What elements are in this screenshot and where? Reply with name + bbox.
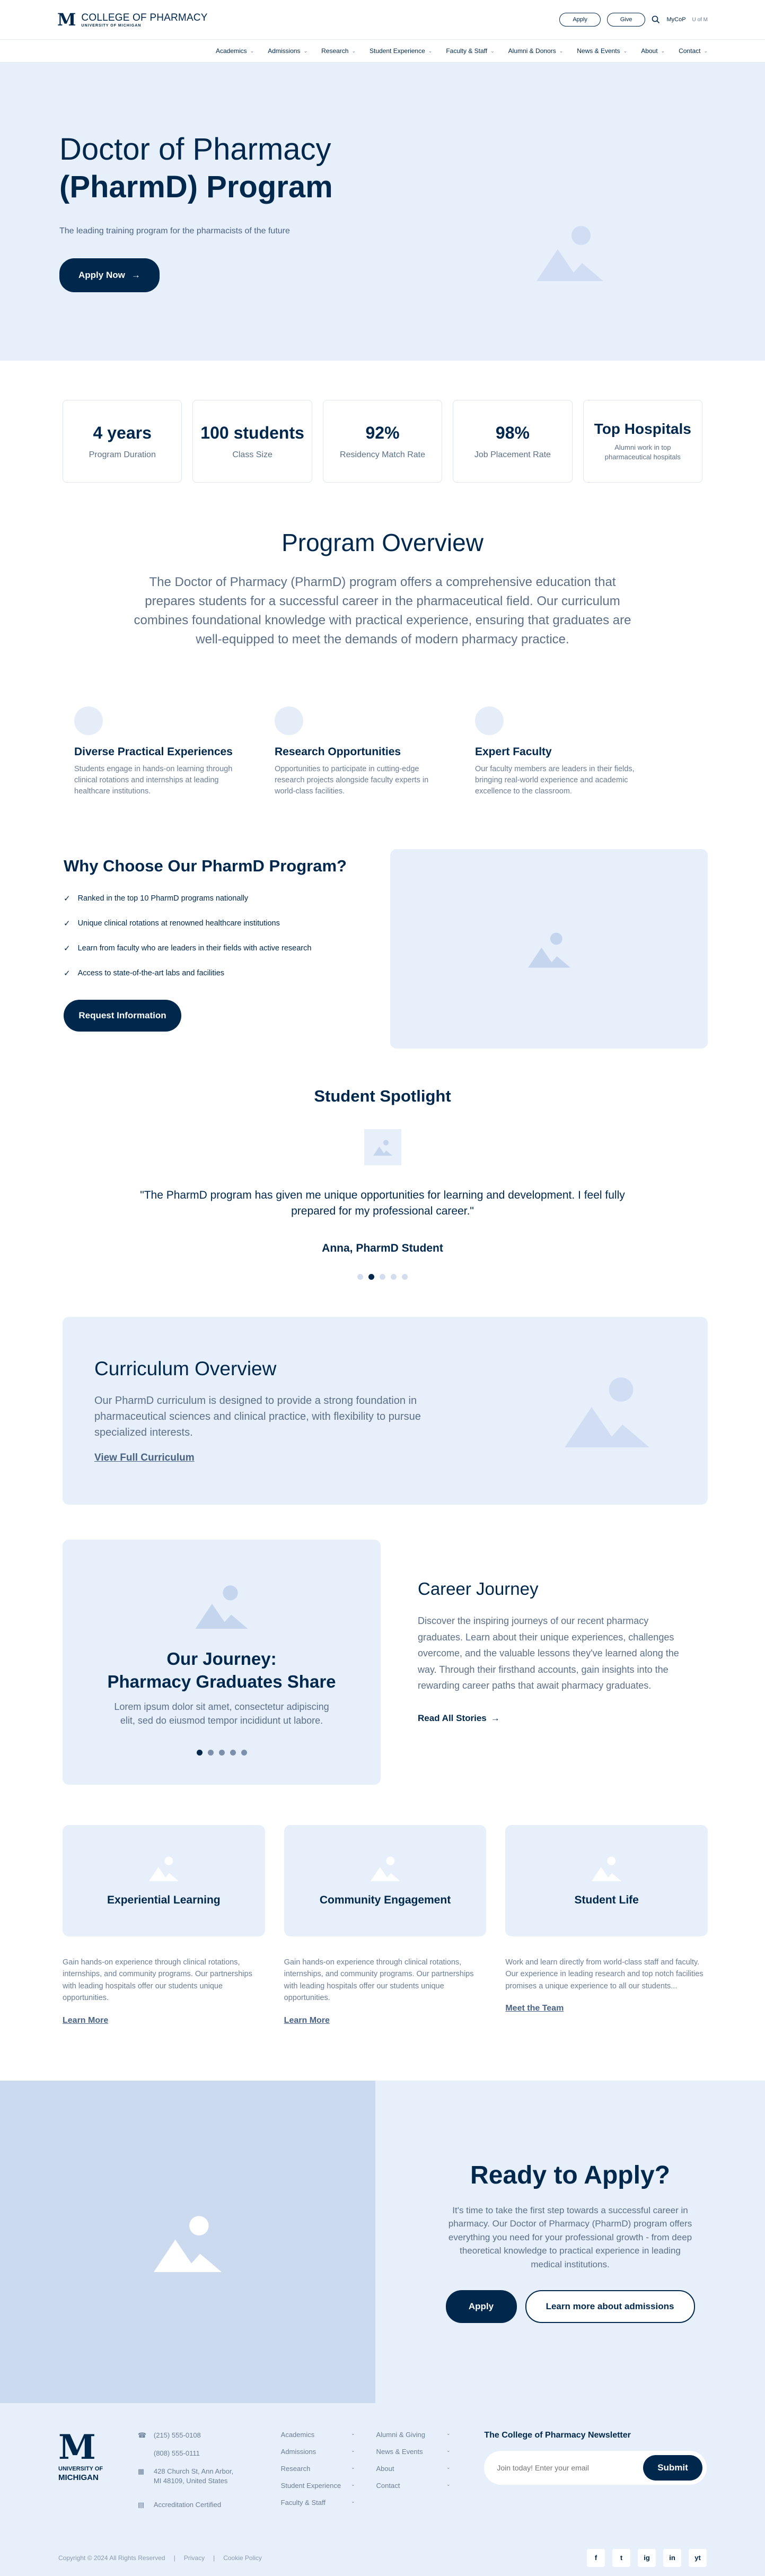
footer-link[interactable] [281, 2465, 355, 2473]
nav-label: Academics [215, 47, 247, 55]
list-item [64, 894, 390, 903]
address-line1: 428 Church St, Ann Arbor, [153, 2467, 234, 2476]
nav-research[interactable] [321, 47, 356, 55]
footer-link-label: Contact [376, 2481, 400, 2490]
search-icon[interactable] [652, 15, 660, 24]
card-text: Gain hands-on experience through clinical rotations, internships, and community programs. Our partnerships with leading hospitals offer our students unique opportunities. [284, 1958, 474, 2003]
chevron-down-icon: ⌄ [446, 2464, 451, 2470]
nav-academics[interactable] [216, 47, 254, 55]
contact-phone-alt [138, 2449, 281, 2458]
check-icon: ✓ [64, 919, 71, 929]
carousel-dot-active[interactable] [368, 1274, 374, 1280]
nav-about[interactable] [641, 47, 665, 55]
footer-link[interactable] [376, 2431, 451, 2439]
carousel-dot[interactable] [230, 1750, 236, 1756]
ready-buttons [446, 2290, 695, 2323]
ready-image [0, 2081, 375, 2403]
brand-title: COLLEGE OF PHARMACY [81, 12, 208, 23]
stat-card [583, 400, 702, 483]
why-list [64, 894, 390, 978]
uofm-link[interactable]: U of M [692, 16, 708, 23]
hero-section [0, 63, 765, 361]
mycop-link[interactable]: MyCoP [666, 16, 686, 23]
ready-title: Ready to Apply? [470, 2161, 670, 2189]
overview-text: The Doctor of Pharmacy (PharmD) program offers a comprehensive education that prepares students for a successful career in the pharmaceutical field. Our curriculum combines foundational knowledge with practical experience, ensuring that graduates are well-equipped to meet the demands of modern pharmacy practice. [134, 575, 631, 647]
footer-link-label: News & Events [376, 2447, 423, 2456]
feature-text: Students engage in hands-on learning through clinical rotations and internships at leading healthcare institutions. [74, 765, 233, 796]
separator: | [173, 2554, 175, 2562]
list-item-text: Ranked in the top 10 PharmD programs nationally [77, 894, 249, 903]
footer-links-col2 [376, 2431, 472, 2518]
chevron-down-icon: ⌄ [351, 48, 356, 54]
carousel-dots [0, 1274, 765, 1280]
info-cards-row [0, 1785, 765, 2025]
give-button[interactable]: Give [607, 13, 646, 27]
chevron-down-icon: ⌄ [490, 48, 495, 54]
image-placeholder-icon [154, 2212, 222, 2272]
brand-text [81, 12, 207, 28]
footer-contact [138, 2431, 281, 2518]
meet-team-link[interactable]: Meet the Team [505, 2004, 564, 2013]
brand-logo[interactable] [57, 11, 208, 28]
footer-links-col1 [281, 2431, 376, 2518]
stat-label: Program Duration [89, 450, 156, 459]
newsletter-email-input[interactable] [497, 2464, 629, 2472]
phone-icon: ☎ [137, 2431, 147, 2439]
info-card [63, 1825, 265, 2025]
nav-admissions[interactable] [268, 47, 307, 55]
chevron-down-icon: ⌄ [303, 48, 308, 54]
chevron-down-icon: ⌄ [446, 2430, 451, 2436]
card-text: Gain hands-on experience through clinical rotations, internships, and community programs. Our partnerships with leading hospitals offer our students unique opportunities. [63, 1958, 252, 2003]
feature-text: Our faculty members are leaders in their fields, bringing real-world experience and academic excellence to the classroom. [475, 765, 635, 796]
chevron-down-icon: ⌄ [351, 2464, 355, 2470]
carousel-dot-active[interactable] [197, 1750, 203, 1756]
list-item [64, 919, 390, 928]
linkedin-icon[interactable]: in [663, 2549, 681, 2567]
card-image [284, 1825, 487, 1936]
footer-link-label: About [376, 2464, 394, 2473]
ready-text: It's time to take the first step towards a successful career in pharmacy. Our Doctor of Pharmacy (PharmD) program offers everything you need for your professional growth - from deep theoretical knowledge to practical experience in leading medical institutions. [448, 2205, 692, 2269]
stat-label: Class Size [232, 450, 272, 459]
stats-row [0, 361, 765, 483]
feature-icon [74, 706, 103, 735]
footer-logo-line1: UNIVERSITY OF [58, 2465, 103, 2472]
separator: | [213, 2554, 215, 2562]
card-title: Community Engagement [319, 1893, 451, 1906]
newsletter-form [484, 2451, 707, 2485]
youtube-icon[interactable]: yt [689, 2549, 707, 2567]
list-item [64, 968, 390, 978]
certificate-icon: ▤ [137, 2500, 145, 2509]
arrow-right-icon: → [490, 1713, 500, 1723]
spotlight-quote: "The PharmD program has given me unique opportunities for learning and development. I feel fully prepared for my professional career." [140, 1189, 625, 1218]
feature-title: Expert Faculty [475, 746, 552, 758]
hero-title [59, 131, 388, 206]
newsletter-title: The College of Pharmacy Newsletter [484, 2430, 631, 2440]
contact-accreditation [138, 2500, 281, 2510]
logo-block-m: M [58, 2427, 96, 2467]
check-icon: ✓ [64, 894, 71, 904]
top-actions [559, 13, 708, 27]
nav-label: Alumni & Donors [508, 47, 556, 55]
stat-card [192, 400, 312, 483]
card-image [63, 1825, 265, 1936]
journey-card-title-line2: Pharmacy Graduates Share [107, 1671, 336, 1691]
nav-student-experience[interactable] [370, 47, 432, 55]
list-item-text: Access to state-of-the-art labs and facilities [77, 969, 225, 978]
footer-link-label: Faculty & Staff [280, 2498, 326, 2507]
privacy-link[interactable]: Privacy [183, 2554, 205, 2562]
main-nav [0, 39, 765, 63]
hero-subtitle: The leading training program for the pharmacists of the future [59, 226, 290, 235]
info-card [505, 1825, 708, 2025]
chevron-down-icon: ⌄ [351, 2430, 355, 2436]
facebook-icon[interactable]: f [587, 2549, 605, 2567]
stat-value: 4 years [93, 423, 152, 442]
list-item-text: Learn from faculty who are leaders in their fields with active research [77, 944, 312, 953]
apply-now-button[interactable] [59, 258, 160, 292]
image-placeholder-icon [528, 930, 570, 968]
phone-number[interactable]: (808) 555-0111 [153, 2449, 200, 2457]
nav-label: Contact [679, 47, 701, 55]
carousel-dot[interactable] [208, 1750, 214, 1756]
view-curriculum-link[interactable]: View Full Curriculum [94, 1452, 195, 1463]
list-item-text: Unique clinical rotations at renowned healthcare institutions [77, 919, 280, 928]
social-links [587, 2549, 707, 2567]
copyright-text: Copyright © 2024 All Rights Reserved [58, 2554, 165, 2562]
newsletter-submit-button[interactable]: Submit [643, 2455, 702, 2481]
stat-card [453, 400, 572, 483]
image-placeholder-icon [149, 1855, 179, 1881]
footer [0, 2403, 765, 2576]
chevron-down-icon: ⌄ [661, 48, 665, 54]
carousel-dot[interactable] [241, 1750, 247, 1756]
chevron-down-icon: ⌄ [351, 2498, 355, 2504]
stat-value: Top Hospitals [594, 420, 691, 437]
curriculum-content [94, 1358, 434, 1464]
nav-alumni-donors[interactable] [508, 47, 564, 55]
logo-block-m: M [57, 10, 76, 30]
carousel-dot[interactable] [391, 1274, 397, 1280]
curriculum-text: Our PharmD curriculum is designed to provide a strong foundation in pharmaceutical sciences and clinical practice, with flexibility to pursue specialized interests. [94, 1394, 421, 1438]
nav-label: News & Events [577, 47, 620, 55]
why-choose-section [0, 797, 765, 1049]
feature-text: Opportunities to participate in cutting-edge research projects alongside faculty experts in world-class facilities. [275, 765, 429, 796]
newsletter [484, 2431, 707, 2518]
spotlight-image [364, 1129, 401, 1165]
nav-label: Student Experience [370, 47, 425, 55]
footer-logo-line2: MICHIGAN [58, 2473, 99, 2483]
top-bar [0, 0, 765, 39]
journey-carousel-card [63, 1540, 381, 1785]
nav-label: Research [321, 47, 349, 55]
chevron-down-icon: ⌄ [704, 48, 708, 54]
building-icon: ▦ [137, 2467, 145, 2476]
feature-title: Diverse Practical Experiences [74, 746, 233, 758]
journey-card-text: Lorem ipsum dolor sit amet, consectetur adipiscing elit, sed do eiusmod tempor incididunt ut labore. [114, 1701, 329, 1726]
learn-more-link[interactable]: Learn More [284, 2015, 330, 2025]
chevron-down-icon: ⌄ [250, 48, 254, 54]
why-title: Why Choose Our PharmD Program? [64, 857, 347, 876]
curriculum-title: Curriculum Overview [94, 1357, 277, 1379]
student-spotlight [0, 1049, 765, 1280]
stat-label: Alumni work in top pharmaceutical hospitals [604, 443, 681, 461]
read-all-stories-link[interactable] [418, 1713, 693, 1724]
list-item [64, 944, 390, 953]
phone-number[interactable]: (215) 555-0108 [153, 2431, 201, 2439]
contact-address [138, 2467, 281, 2486]
footer-link-label: Student Experience [280, 2481, 341, 2490]
twitter-icon[interactable]: t [612, 2549, 630, 2567]
image-placeholder-icon [371, 1855, 400, 1881]
card-image [505, 1825, 708, 1936]
footer-logo[interactable] [58, 2427, 138, 2518]
journey-title: Career Journey [418, 1578, 539, 1599]
curriculum-overview [63, 1317, 708, 1505]
nav-label: Faculty & Staff [446, 47, 488, 55]
image-placeholder-icon [565, 1372, 649, 1447]
learn-admissions-button[interactable]: Learn more about admissions [525, 2290, 695, 2323]
arrow-right-icon: → [131, 269, 140, 280]
footer-link-label: Academics [280, 2430, 315, 2439]
apply-button[interactable]: Apply [559, 13, 601, 27]
apply-button[interactable]: Apply [446, 2290, 517, 2323]
stat-value: 100 students [200, 423, 304, 442]
spacer [138, 2449, 146, 2458]
nav-faculty-staff[interactable] [446, 47, 494, 55]
overview-title: Program Overview [282, 529, 483, 556]
journey-card-title [107, 1648, 336, 1693]
stat-card [63, 400, 182, 483]
ready-to-apply-section [0, 2081, 765, 2403]
nav-label: Admissions [268, 47, 301, 55]
request-information-button[interactable]: Request Information [64, 1000, 181, 1032]
chevron-down-icon: ⌄ [351, 2447, 355, 2453]
chevron-down-icon: ⌄ [446, 2447, 451, 2453]
footer-link-label: Research [280, 2464, 311, 2473]
image-placeholder-icon [373, 1139, 392, 1156]
carousel-dot[interactable] [357, 1274, 363, 1280]
image-placeholder-icon [592, 1855, 621, 1881]
nav-label: About [641, 47, 658, 55]
hero-content [59, 131, 388, 292]
career-journey-section [0, 1505, 765, 1785]
hero-title-line1: Doctor of Pharmacy [59, 132, 331, 167]
carousel-dot[interactable] [219, 1750, 225, 1756]
journey-card-title-line1: Our Journey: [166, 1648, 277, 1669]
feature-title: Research Opportunities [275, 746, 401, 758]
stat-card [323, 400, 442, 483]
address-text [154, 2467, 233, 2486]
check-icon: ✓ [64, 969, 71, 979]
feature-item [275, 706, 451, 797]
footer-link[interactable] [281, 2431, 355, 2439]
footer-link-label: Alumni & Giving [376, 2430, 425, 2439]
feature-icon [475, 706, 504, 735]
contact-phone [138, 2431, 281, 2440]
footer-link-label: Admissions [280, 2447, 316, 2456]
ready-content [375, 2081, 765, 2403]
footer-legal [58, 2554, 262, 2562]
chevron-down-icon: ⌄ [623, 48, 628, 54]
carousel-dot[interactable] [402, 1274, 408, 1280]
stat-label: Job Placement Rate [474, 450, 551, 459]
address-line2: MI 48109, United States [153, 2477, 228, 2485]
instagram-icon[interactable]: ig [638, 2549, 656, 2567]
program-overview [0, 483, 765, 649]
spotlight-author: Anna, PharmD Student [322, 1242, 443, 1254]
features-row [0, 649, 765, 797]
apply-now-label: Apply Now [78, 269, 125, 280]
footer-row [58, 2427, 707, 2518]
brand-subtitle: UNIVERSITY OF MICHIGAN [81, 23, 142, 28]
info-card [284, 1825, 487, 2025]
footer-link[interactable] [281, 2482, 355, 2490]
stat-value: 98% [495, 423, 530, 442]
card-title: Student Life [574, 1893, 639, 1906]
stat-label: Residency Match Rate [340, 450, 425, 459]
carousel-dot[interactable] [380, 1274, 385, 1280]
carousel-dots [197, 1750, 247, 1756]
footer-link[interactable] [281, 2499, 355, 2507]
card-title: Experiential Learning [107, 1893, 221, 1906]
spotlight-title: Student Spotlight [314, 1087, 451, 1106]
footer-link[interactable] [376, 2448, 451, 2456]
stat-value: 92% [365, 423, 400, 442]
nav-contact[interactable] [679, 47, 708, 55]
image-placeholder-icon [195, 1582, 248, 1629]
nav-news-events[interactable] [577, 47, 627, 55]
why-image [390, 849, 708, 1049]
journey-text: Discover the inspiring journeys of our recent pharmacy graduates. Learn about their unique experiences, challenges overcome, and the valuable lessons they've learned along the way. Through their firsthand accounts, gain insights into the rewarding career paths that await pharmacy graduates. [418, 1615, 679, 1691]
why-content [64, 849, 390, 1049]
journey-content [418, 1540, 693, 1785]
read-all-stories-label: Read All Stories [418, 1713, 487, 1723]
footer-bottom [58, 2549, 707, 2567]
chevron-down-icon: ⌄ [446, 2481, 451, 2487]
learn-more-link[interactable]: Learn More [63, 2015, 109, 2025]
feature-icon [275, 706, 303, 735]
feature-item [74, 706, 250, 797]
footer-link[interactable] [376, 2482, 451, 2490]
chevron-down-icon: ⌄ [428, 48, 433, 54]
card-text: Work and learn directly from world-class staff and faculty. Our experience in leading research and top notch facilities promises a unique experience to all our students... [505, 1958, 704, 1990]
hero-title-line2: (PharmD) Program [59, 170, 333, 204]
footer-link[interactable] [376, 2465, 451, 2473]
chevron-down-icon: ⌄ [559, 48, 564, 54]
footer-link[interactable] [281, 2448, 355, 2456]
feature-item [475, 706, 651, 797]
chevron-down-icon: ⌄ [351, 2481, 355, 2487]
check-icon: ✓ [64, 944, 71, 954]
cookie-policy-link[interactable]: Cookie Policy [223, 2554, 262, 2562]
image-placeholder-icon [537, 222, 603, 281]
accreditation-text: Accreditation Certified [153, 2500, 222, 2509]
